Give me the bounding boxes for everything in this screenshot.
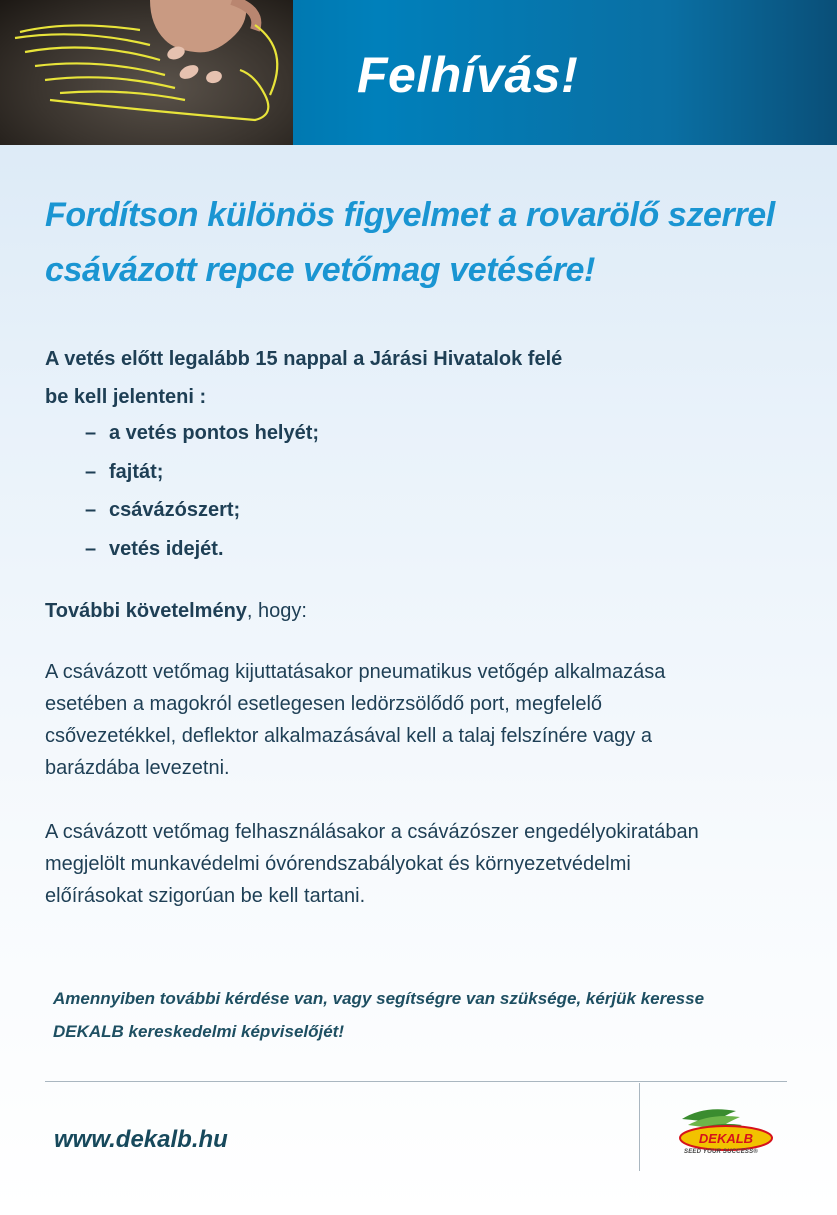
logo-text: DEKALB [698,1131,754,1146]
dekalb-logo [674,1105,774,1165]
paragraph-pneumatic: A csávázott vetőmag kijuttatásakor pneumatikus vetőgép alkalmazása esetében a magokról esetlegesen ledörzsölődő port, megfelelő csővezetékkel, deflektor alkalmazásával kell a talaj felszínére vagy a barázdába levezetni. [45,661,666,779]
footer-vertical-divider [639,1083,640,1171]
footer-divider [45,1081,787,1082]
website-link[interactable]: www.dekalb.hu [54,1126,228,1153]
list-item: – csávázószert; [85,499,241,521]
requirements-list [85,414,319,568]
paragraph-safety: A csávázott vetőmag felhasználásakor a csávázószer engedélyokiratában megjelölt munkavédelmi óvórendszabályokat és környezetvédelmi előírásokat szigorúan be kell tartani. [45,821,699,907]
further-bold: További követelmény [45,600,247,622]
intro-text [45,340,765,416]
list-item: – a vetés pontos helyét; [85,422,320,444]
page-title: Felhívás! [357,47,579,103]
further-rest: , hogy: [246,600,307,622]
headline-line2: csávázott repce vetőmag vetésére! [45,251,595,289]
further-requirement-heading [45,596,307,626]
contact-note: Amennyiben további kérdése van, vagy segítségre van szüksége, kérjük keresse DEKALB kereskedelmi képviselőjét! [53,989,705,1041]
intro-line2: be kell jelenteni : [45,386,207,408]
soil-hand-photo [0,0,293,145]
headline-line1: Fordítson különös figyelmet a rovarölő szerrel [45,196,775,234]
headline [45,188,815,298]
logo-tagline: SEED YOUR SUCCESS® [684,1149,758,1155]
list-item: – vetés idejét. [85,537,224,560]
header-banner [0,0,837,145]
list-item: – fajtát; [85,460,164,483]
intro-line1: A vetés előtt legalább 15 nappal a Járási Hivatalok felé [45,348,563,370]
